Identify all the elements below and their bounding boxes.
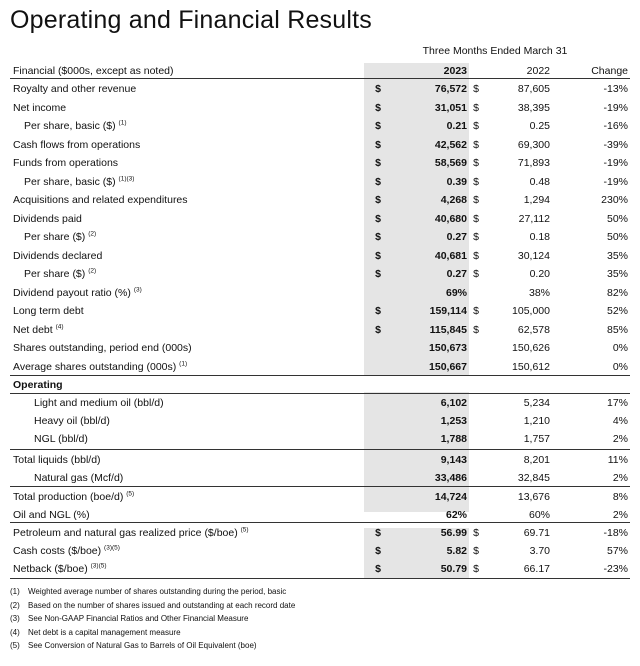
row-label: Oil and NGL (%) <box>13 509 90 521</box>
row-label: Acquisitions and related expenditures <box>13 194 188 206</box>
value-2023: 9,143 <box>440 454 467 466</box>
footnote <box>10 626 181 639</box>
value-change: -39% <box>603 138 628 151</box>
footnote-ref: (4) <box>55 323 64 330</box>
currency-2022: $ <box>473 323 479 336</box>
financial-row <box>10 80 630 98</box>
footnote-ref: (3)(5) <box>104 544 120 552</box>
value-2022: 8,201 <box>523 454 550 466</box>
header-divider <box>10 78 630 79</box>
row-label: Royalty and other revenue <box>13 83 137 95</box>
value-2022: 69,300 <box>517 138 550 151</box>
financial-row <box>10 117 630 135</box>
financial-row <box>10 284 630 302</box>
value-change: 35% <box>606 268 628 280</box>
financial-row <box>10 321 630 339</box>
financial-row <box>10 210 630 228</box>
currency-2023: $ <box>375 527 381 539</box>
value-change: -23% <box>603 563 628 575</box>
operating-row <box>10 451 630 469</box>
value-change: -19% <box>603 101 628 114</box>
value-2023: 76,572 <box>434 83 467 95</box>
financial-row <box>10 136 630 154</box>
operating-row <box>10 469 630 487</box>
row-label: Dividend payout ratio (%) $^{(3)}$ <box>13 286 142 299</box>
financial-row <box>10 302 630 320</box>
row-label: Dividends declared <box>13 249 103 262</box>
value-2022: 105,000 <box>512 305 550 317</box>
value-change: 82% <box>606 286 628 299</box>
operating-section-header <box>10 376 630 394</box>
footnote-text: See Conversion of Natural Gas to Barrels of Oil Equivalent (boe) <box>28 641 257 650</box>
value-2022: 5,234 <box>523 397 550 409</box>
value-2023: 6,102 <box>440 397 467 409</box>
value-2023: 150,667 <box>429 360 467 373</box>
footnote-ref: (3) <box>133 286 142 293</box>
value-2022: 38% <box>528 286 550 299</box>
footnote-number: (5) <box>10 641 20 650</box>
column-header-2023: 2023 <box>443 65 467 77</box>
row-label: Per share ($) $^{(2)}$ <box>24 267 97 280</box>
value-change: 35% <box>606 249 628 262</box>
value-2023: 1,788 <box>440 433 467 445</box>
value-2022: 150,612 <box>512 360 550 373</box>
value-change: 2% <box>612 433 628 445</box>
value-2022: 13,676 <box>517 491 550 503</box>
value-2022: 30,124 <box>517 249 550 262</box>
value-2022: 3.70 <box>529 545 550 557</box>
value-2022: 60% <box>528 509 550 521</box>
currency-2022: $ <box>473 268 479 280</box>
value-2023: 159,114 <box>429 305 467 317</box>
currency-2023: $ <box>375 249 381 262</box>
financial-row <box>10 99 630 117</box>
operating-row <box>10 488 630 506</box>
footnote <box>10 599 295 612</box>
value-change: 230% <box>601 194 628 206</box>
operating-header-label: Operating <box>13 379 63 391</box>
value-2022: 1,294 <box>523 194 550 206</box>
currency-2023: $ <box>375 563 381 575</box>
value-2022: 0.18 <box>529 231 550 243</box>
column-header-label: Financial ($000s, except as noted) <box>13 65 174 77</box>
value-change: 57% <box>606 545 628 557</box>
value-change: 4% <box>612 415 628 427</box>
currency-2022: $ <box>473 175 479 188</box>
currency-2022: $ <box>473 305 479 317</box>
row-label: Funds from operations <box>13 157 119 169</box>
footnote-text: See Non-GAAP Financial Ratios and Other Financial Measure <box>28 614 249 623</box>
row-label: Total production (boe/d) $^{(5)}$ <box>13 490 135 503</box>
row-label: Cash costs ($/boe) $^{(3)(5)}$ <box>13 544 120 557</box>
currency-2022: $ <box>473 563 479 575</box>
value-2023: 62% <box>445 509 467 521</box>
currency-2022: $ <box>473 101 479 114</box>
currency-2022: $ <box>473 194 479 206</box>
row-label: Net debt $^{(4)}$ <box>13 323 64 336</box>
value-change: 85% <box>606 323 628 336</box>
value-change: -18% <box>603 527 628 539</box>
value-2023: 31,051 <box>434 101 467 114</box>
value-change: -19% <box>603 175 628 188</box>
page-title: Operating and Financial Results <box>10 6 372 34</box>
operating-row <box>10 560 630 578</box>
currency-2023: $ <box>375 231 381 243</box>
value-2023: 0.21 <box>446 120 467 132</box>
currency-2023: $ <box>375 305 381 317</box>
value-change: 17% <box>606 397 628 409</box>
operating-row <box>10 524 630 542</box>
currency-2022: $ <box>473 83 479 95</box>
row-label: Light and medium oil (bbl/d) <box>34 397 164 409</box>
row-label: Netback ($/boe) $^{(3)(5)}$ <box>13 562 107 575</box>
financial-row <box>10 265 630 283</box>
footnote-ref: (1) <box>118 119 127 127</box>
footnote-ref: (2) <box>88 267 97 275</box>
total-production-divider <box>10 486 630 487</box>
currency-2022: $ <box>473 157 479 169</box>
financial-row <box>10 173 630 191</box>
currency-2023: $ <box>375 268 381 280</box>
value-change: 0% <box>612 342 628 354</box>
footnote <box>10 639 257 652</box>
value-2022: 62,578 <box>517 323 550 336</box>
footnote-number: (1) <box>10 587 20 596</box>
value-2023: 5.82 <box>446 545 467 557</box>
value-change: 8% <box>612 491 628 503</box>
operating-row <box>10 430 630 448</box>
value-2022: 0.25 <box>529 120 550 132</box>
value-change: 2% <box>612 472 628 484</box>
row-label: Per share, basic ($) $^{(1)}$ <box>24 119 127 132</box>
value-2022: 38,395 <box>517 101 550 114</box>
currency-2023: $ <box>375 101 381 114</box>
currency-2023: $ <box>375 175 381 188</box>
row-label: Total liquids (bbl/d) <box>13 454 101 466</box>
currency-2023: $ <box>375 120 381 132</box>
value-2023: 40,680 <box>434 212 467 225</box>
table-bottom-divider <box>10 578 630 579</box>
row-label: Long term debt <box>13 305 84 317</box>
footnote-ref: (2) <box>88 230 97 238</box>
value-2022: 1,757 <box>523 433 550 445</box>
row-label: Dividends paid <box>13 212 82 225</box>
footnote-text: Based on the number of shares issued and outstanding at each record date <box>28 600 296 610</box>
currency-2023: $ <box>375 545 381 557</box>
row-label: Natural gas (Mcf/d) <box>34 472 124 484</box>
value-2022: 0.48 <box>529 175 550 188</box>
value-2023: 56.99 <box>440 527 467 539</box>
value-change: 0% <box>612 360 628 373</box>
currency-2022: $ <box>473 545 479 557</box>
value-2022: 87,605 <box>517 83 550 95</box>
value-change: -19% <box>603 157 628 169</box>
currency-2022: $ <box>473 231 479 243</box>
value-2023: 0.27 <box>446 231 467 243</box>
value-2022: 66.17 <box>523 563 550 575</box>
value-change: -13% <box>603 83 628 95</box>
footnote-text: Weighted average number of shares outstanding during the period, basic <box>28 587 287 596</box>
value-2023: 0.39 <box>446 175 467 188</box>
value-2023: 69% <box>445 286 467 299</box>
period-header: Three Months Ended March 31 <box>422 45 568 57</box>
value-2022: 1,210 <box>523 415 550 427</box>
value-change: 50% <box>606 231 628 243</box>
currency-2022: $ <box>473 212 479 225</box>
financial-row <box>10 339 630 357</box>
value-2023: 0.27 <box>446 268 467 280</box>
row-label: Shares outstanding, period end (000s) <box>13 342 192 354</box>
financial-row <box>10 358 630 376</box>
value-2023: 150,673 <box>429 342 467 354</box>
total-liquids-divider <box>10 449 630 450</box>
value-2023: 58,569 <box>434 157 467 169</box>
operating-row <box>10 394 630 412</box>
value-2022: 150,626 <box>512 342 550 354</box>
row-label: Petroleum and natural gas realized price ($/boe) $^{(5)}$ <box>13 526 249 539</box>
value-change: 50% <box>606 212 628 225</box>
value-2022: 71,893 <box>517 157 550 169</box>
currency-2023: $ <box>375 212 381 225</box>
value-2022: 69.71 <box>523 527 550 539</box>
row-label: Net income <box>13 101 67 114</box>
value-change: 52% <box>606 305 628 317</box>
value-change: 2% <box>612 509 628 521</box>
currency-2023: $ <box>375 138 381 151</box>
value-2022: 32,845 <box>517 472 550 484</box>
row-label: NGL (bbl/d) <box>34 433 88 445</box>
currency-2022: $ <box>473 120 479 132</box>
currency-2022: $ <box>473 249 479 262</box>
footnote-text: Net debt is a capital management measure <box>28 627 181 637</box>
value-2022: 0.20 <box>529 268 550 280</box>
value-change: 11% <box>607 454 628 466</box>
value-2022: 27,112 <box>518 212 550 225</box>
row-label: Per share, basic ($) $^{(1)(3)}$ <box>24 175 135 188</box>
operating-row <box>10 542 630 560</box>
operating-row <box>10 412 630 430</box>
row-label: Cash flows from operations <box>13 138 141 151</box>
footnote-ref: (3)(5) <box>90 562 107 570</box>
footnote-ref: (5) <box>240 526 249 534</box>
value-2023: 14,724 <box>434 491 467 503</box>
financial-row <box>10 247 630 265</box>
footnote-number: (4) <box>10 627 20 637</box>
financial-row <box>10 191 630 209</box>
row-label: Per share ($) $^{(2)}$ <box>24 230 97 243</box>
value-2023: 4,268 <box>440 194 467 206</box>
financial-row <box>10 154 630 172</box>
currency-2023: $ <box>375 157 381 169</box>
row-label: Heavy oil (bbl/d) <box>34 415 110 427</box>
currency-2023: $ <box>375 194 381 206</box>
value-2023: 33,486 <box>434 472 467 484</box>
row-label: Average shares outstanding (000s) $^{(1)}$ <box>13 360 188 373</box>
value-2023: 42,562 <box>434 138 467 151</box>
value-2023: 1,253 <box>440 415 467 427</box>
prices-divider <box>10 522 630 523</box>
column-header-change: Change <box>591 65 628 77</box>
value-change: -16% <box>603 120 628 132</box>
value-2023: 50.79 <box>440 563 467 575</box>
currency-2023: $ <box>375 323 381 336</box>
currency-2023: $ <box>375 83 381 95</box>
footnote-number: (3) <box>10 614 20 623</box>
currency-2022: $ <box>473 527 479 539</box>
value-2023: 115,845 <box>429 323 467 336</box>
value-2023: 40,681 <box>434 249 467 262</box>
currency-2022: $ <box>473 138 479 151</box>
column-header-2022: 2022 <box>526 65 550 77</box>
footnote <box>10 585 286 598</box>
footnote-ref: (1)(3) <box>118 175 135 182</box>
footnote <box>10 612 248 625</box>
footnote-ref: (5) <box>126 490 135 498</box>
financial-row <box>10 228 630 246</box>
footnote-ref: (1) <box>179 360 188 367</box>
footnote-number: (2) <box>10 600 20 610</box>
